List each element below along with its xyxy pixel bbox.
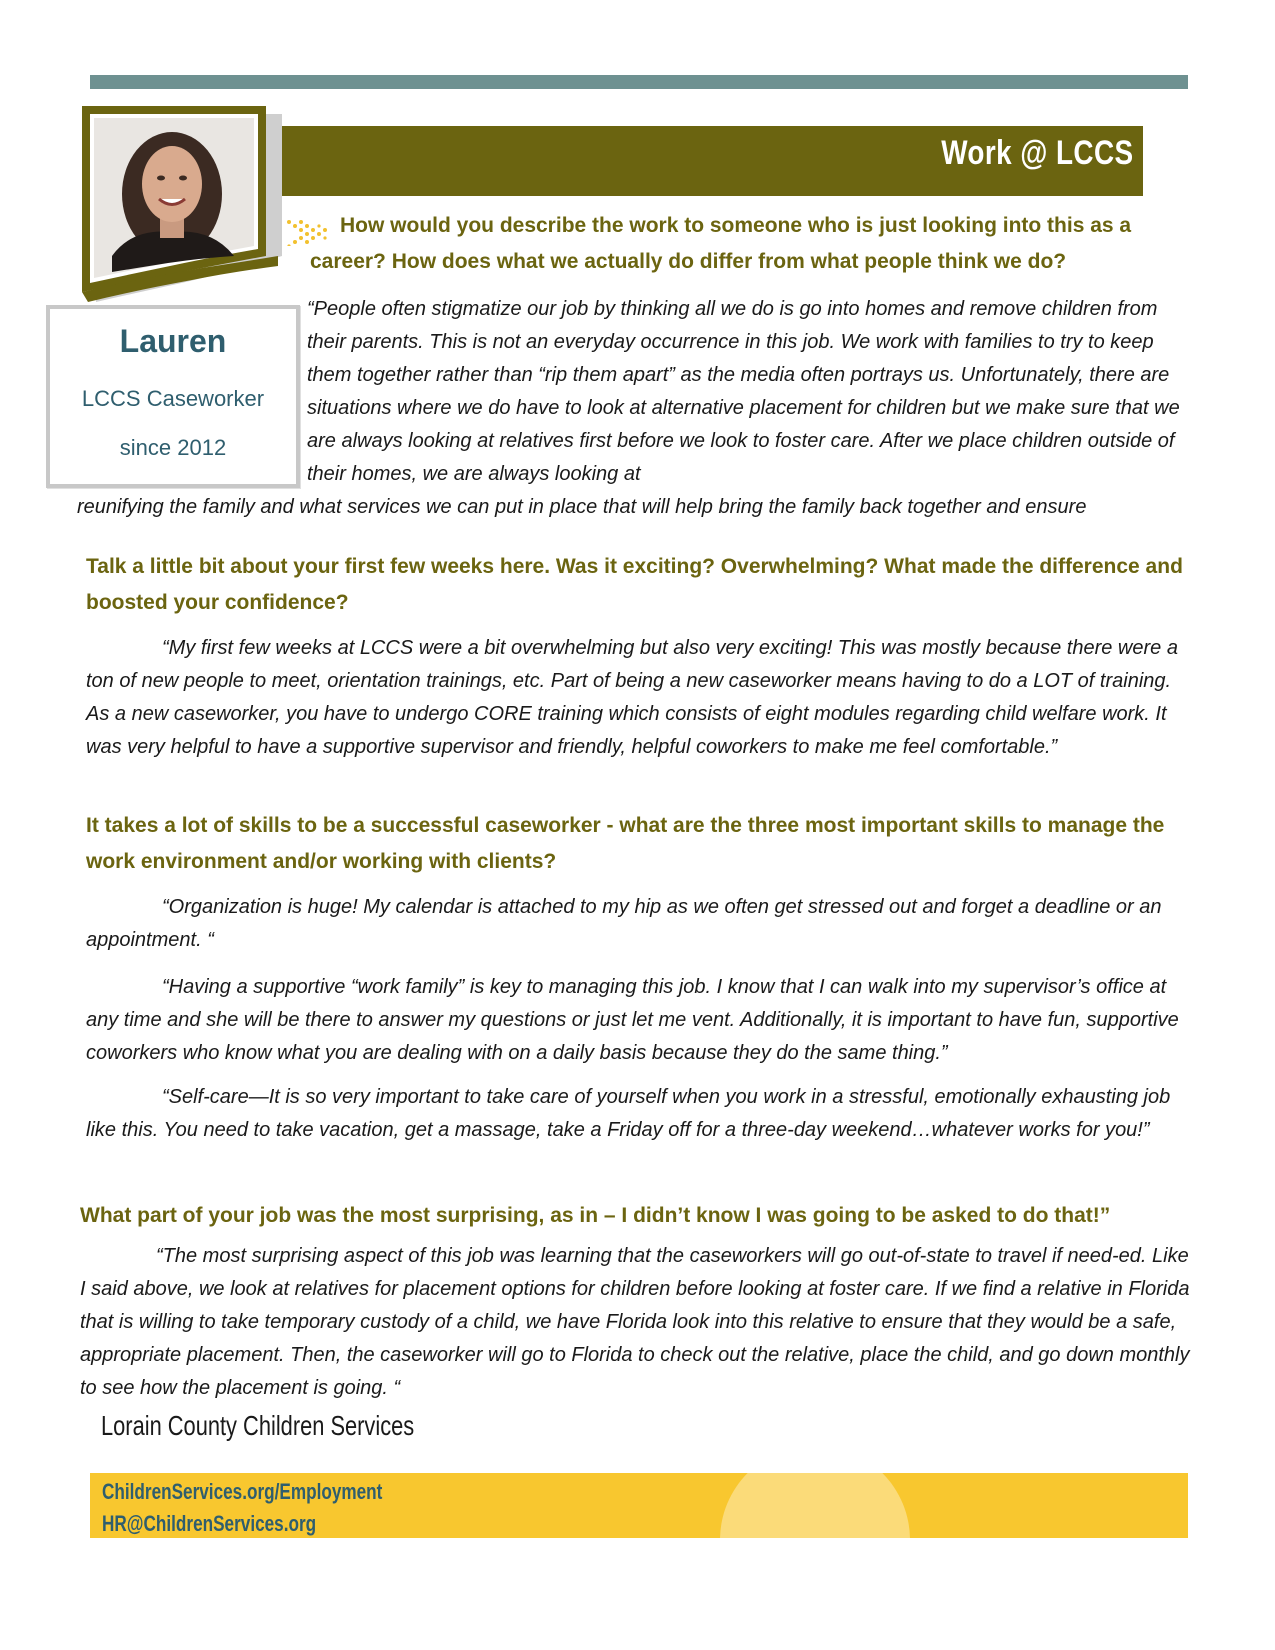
answer-3a: “Organization is huge! My calendar is attached to my hip as we often get stressed out and forget a deadline or an appointment. “	[86, 896, 1162, 951]
organization-name: Lorain County Children Services	[101, 1410, 415, 1441]
question-1-line-1: How would you describe the work to someone who is just looking into this as a	[340, 214, 1132, 237]
question-1-line-2: career? How does what we actually do differ from what people think we do?	[310, 250, 1067, 273]
profile-photo-frame	[82, 106, 288, 302]
question-3: It takes a lot of skills to be a successful caseworker - what are the three most important skills to manage the work environment and/or working with clients?	[86, 814, 1165, 873]
profile-photo	[82, 106, 288, 302]
answer-1: “People often stigmatize our job by thinking all we do is go into homes and remove children from their parents. This is not an everyday occurrence in this job. We work with families to try to keep them together rather than “rip them apart” as the media often portrays us. Unfortunately, there are situations where we do have to look at alternative placement for children but we make sure that we are always looking at relatives first before we look to foster care. After we place children outside of their homes, we are always looking at	[307, 298, 1180, 485]
answer-3c: “Self-care—It is so very important to take care of yourself when you work in a stressful, emotionally exhausting job like this. You need to take vacation, get a massage, take a Friday off for a three-day weekend…whatever works for you!”	[86, 1086, 1171, 1141]
profile-name: Lauren	[119, 323, 227, 359]
question-2: Talk a little bit about your first few weeks here. Was it exciting? Overwhelming? What made the difference and boosted your confidence?	[86, 555, 1183, 614]
employment-link[interactable]: ChildrenServices.org/Employment	[102, 1479, 383, 1504]
footer-sun-decoration	[720, 1473, 910, 1538]
question-4: What part of your job was the most surprising, as in – I didn’t know I was going to be asked to do that!”	[80, 1204, 1111, 1227]
answer-3b: “Having a supportive “work family” is key to managing this job. I know that I can walk into my supervisor’s office at any time and she will be there to answer my questions or just let me vent. Additionally, it is important to have fun, supportive coworkers who know what you are dealing with on a daily basis because they do the same thing.”	[86, 976, 1179, 1064]
top-divider	[90, 75, 1188, 89]
hr-email-link[interactable]: HR@ChildrenServices.org	[102, 1511, 317, 1536]
answer-1-continued: reunifying the family and what services we can put in place that will help bring the family back together and ensure	[77, 496, 1087, 518]
footer-bar	[90, 1473, 1188, 1538]
section-banner	[279, 126, 1143, 196]
question-1	[310, 208, 1175, 280]
answer-4: “The most surprising aspect of this job was learning that the caseworkers will go out-of-state to travel if need-ed. Like I said above, we look at relatives for placement options for children before looking at foster care. If we find a relative in Florida that is willing to take temporary custody of a child, we have Florida look into this relative to ensure that they would be a safe, appropriate placement. Then, the caseworker will go to Florida to check out the relative, place the child, and go down monthly to see how the placement is going. “	[80, 1245, 1190, 1399]
answer-2: “My first few weeks at LCCS were a bit overwhelming but also very exciting! This was mostly because there were a ton of new people to meet, orientation trainings, etc. Part of being a new caseworker means having to do a LOT of training. As a new caseworker, you have to undergo CORE training which consists of eight modules regarding child welfare work. It was very helpful to have a supportive supervisor and friendly, helpful coworkers to make me feel comfortable.”	[86, 637, 1178, 758]
profile-role: LCCS Caseworker	[81, 386, 265, 411]
banner-title: Work @ LCCS	[940, 134, 1133, 172]
profile-name-card	[46, 305, 300, 488]
profile-since: since 2012	[119, 435, 227, 460]
